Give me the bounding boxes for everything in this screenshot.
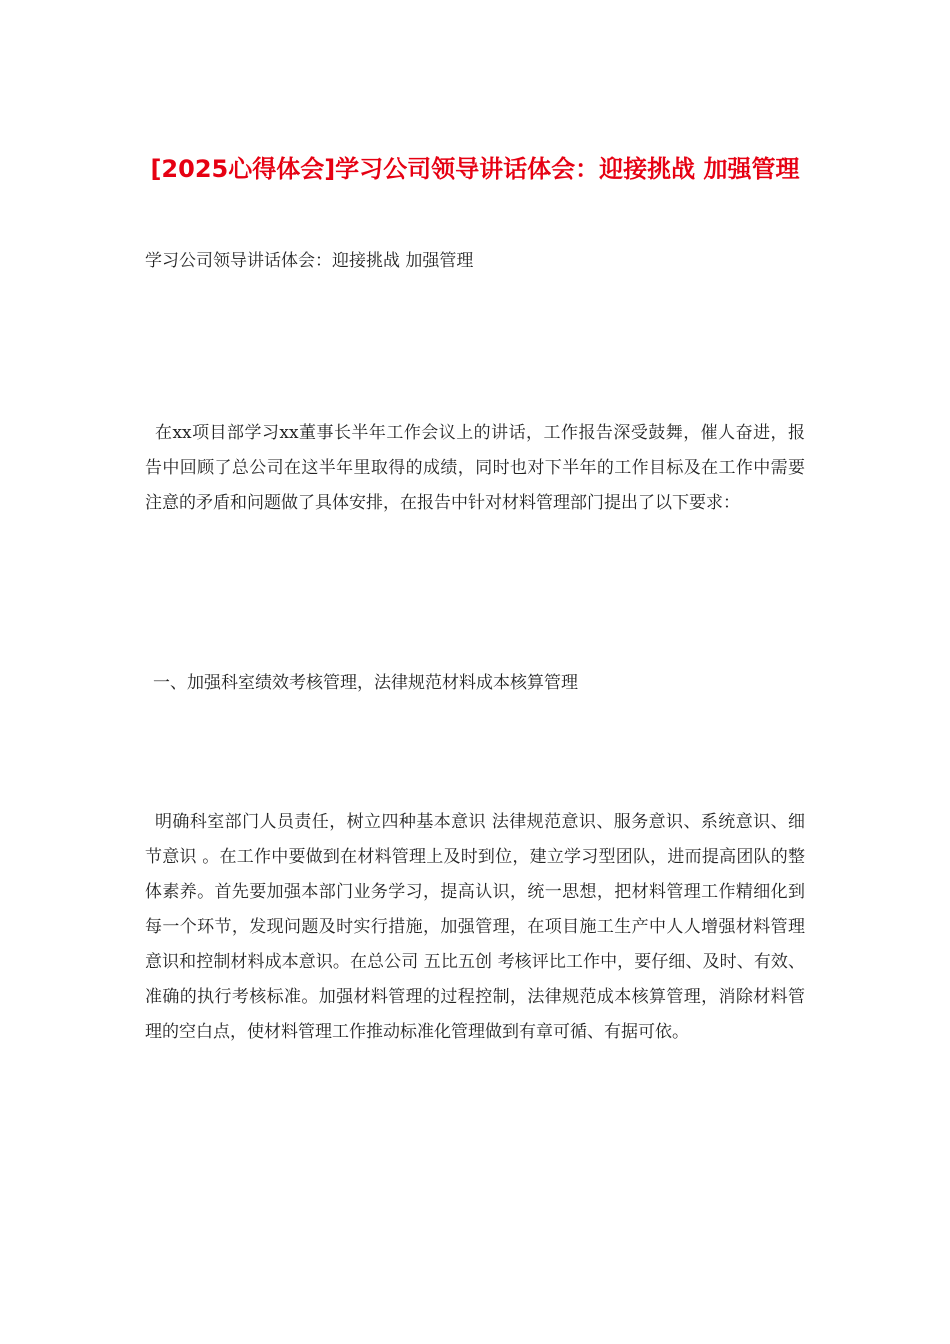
document-title: [2025心得体会]学习公司领导讲话体会：迎接挑战 加强管理 <box>150 155 800 183</box>
paragraph-section-1: 明确科室部门人员责任，树立四种基本意识 法律规范意识、服务意识、系统意识、细节意识 。在工作中要做到在材料管理上及时到位，建立学习型团队，进而提高团队的整体素养。首先要加强本部门业务学习，提高认识，统一思想，把材料管理工作精细化到每一个环节，发现问题及时实行措施，加强管理，在项目施工生产中人人增强材料管理意识和控制材料成本意识。在总公司 五比五创 考核评比工作中，要仔细、及时、有效、准确的执行考核标准。加强材料管理的过程控制，法律规范成本核算管理，消除材料管理的空白点，使材料管理工作推动标准化管理做到有章可循、有据可依。 <box>145 812 805 1042</box>
document-subtitle: 学习公司领导讲话体会：迎接挑战 加强管理 <box>145 251 474 271</box>
section-heading: 一、加强科室绩效考核管理，法律规范材料成本核算管理 <box>153 673 578 693</box>
paragraph-intro: 在xx项目部学习xx董事长半年工作会议上的讲话，工作报告深受鼓舞，催人奋进，报告中回顾了总公司在这半年里取得的成绩，同时也对下半年的工作目标及在工作中需要注意的矛盾和问题做了具体安排，在报告中针对材料管理部门提出了以下要求： <box>145 423 805 513</box>
